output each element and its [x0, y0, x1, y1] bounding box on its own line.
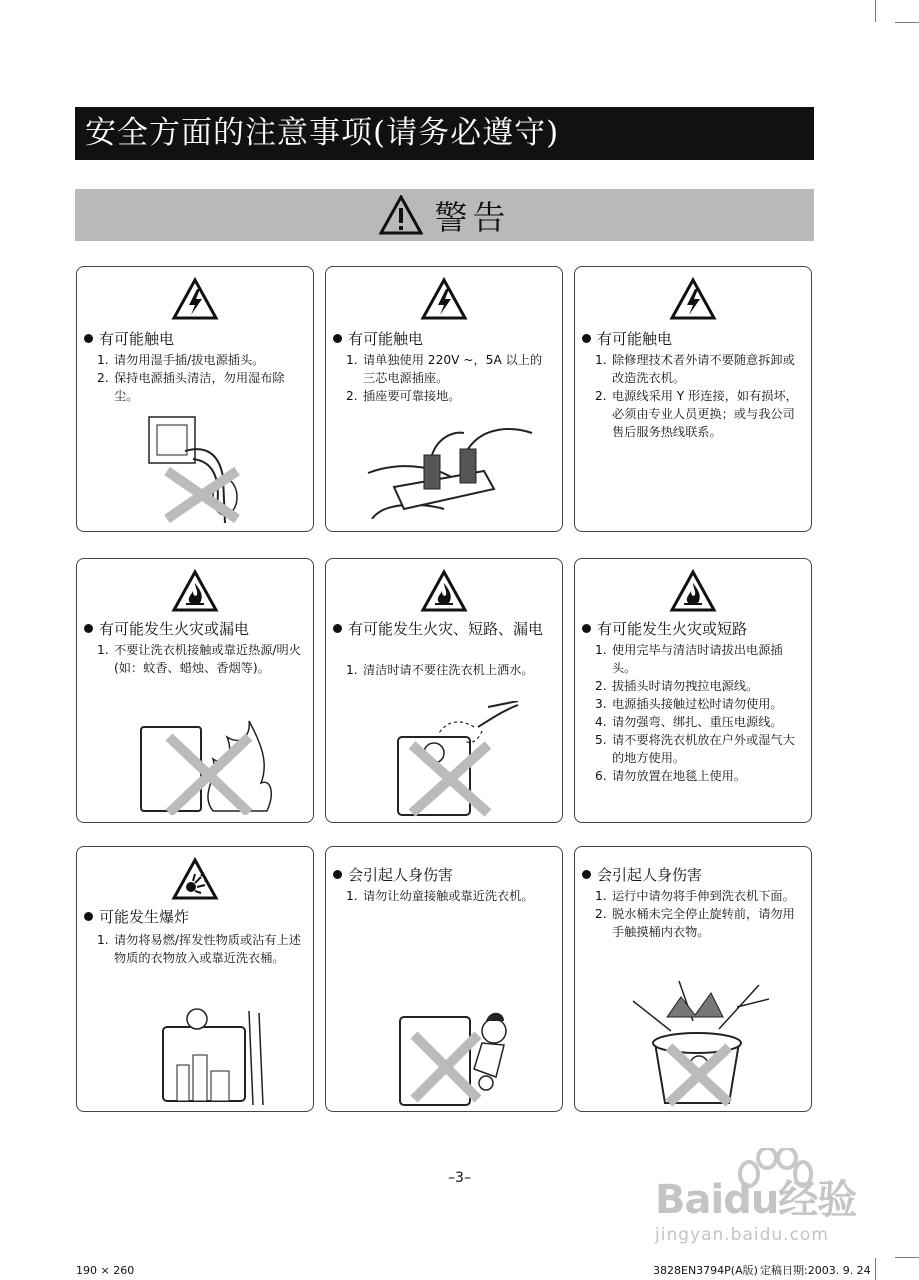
list-item: 1. 清洁时请不要往洗衣机上洒水。 — [346, 663, 534, 677]
finalized-date: 定稿日期:2003. 9. 24 — [760, 1264, 871, 1277]
safety-card-injury-1 — [325, 846, 563, 1112]
baidu-watermark — [655, 1150, 856, 1245]
watermark-brand: Baidu经验 — [655, 1177, 857, 1223]
warning-triangle-icon — [379, 195, 423, 235]
paper-size: 190 × 260 — [76, 1264, 135, 1277]
crop-mark — [875, 1258, 876, 1280]
list-item: 1. 请勿用湿手插/拔电源插头。 — [97, 353, 265, 367]
list-item: 2. 电源线采用 Y 形连接，如有损坏，必须由专业人员更换；或与我公司售后服务热线联系。 — [595, 389, 798, 439]
card-heading: 有可能发生火灾或漏电 — [82, 619, 308, 639]
list-item: 1. 请勿将易燃/挥发性物质或沾有上述物质的衣物放入或靠近洗衣桶。 — [97, 933, 301, 965]
card-heading: 会引起人身伤害 — [580, 865, 806, 885]
flammable-bottles-illustration — [133, 993, 273, 1105]
list-item: 1. 运行中请勿将手伸到洗衣机下面。 — [595, 889, 795, 903]
crop-mark — [895, 22, 919, 23]
page-number: –3– — [448, 1170, 471, 1186]
list-item: 2. 插座要可靠接地。 — [346, 389, 461, 403]
list-item: 1. 除修理技术者外请不要随意拆卸或改造洗衣机。 — [595, 353, 795, 385]
heat-source-illustration — [129, 703, 279, 815]
electric-shock-icon — [669, 277, 717, 321]
list-item: 1. 请单独使用 220V ~，5A 以上的三芯电源插座。 — [346, 353, 543, 385]
spinning-tub-illustration — [619, 977, 779, 1107]
electric-shock-icon — [171, 277, 219, 321]
safety-card-fire-1 — [76, 558, 314, 823]
list-item: 1. 不要让洗衣机接触或靠近热源/明火 (如：蚊香、蜡烛、香烟等)。 — [97, 643, 301, 675]
wet-hand-plug-illustration — [133, 415, 263, 523]
card-heading: 有可能触电 — [331, 329, 557, 349]
watermark-url: jingyan.baidu.com — [655, 1225, 829, 1245]
safety-card-shock-2 — [325, 266, 563, 532]
safety-card-explosion — [76, 846, 314, 1112]
power-strip-illustration — [364, 419, 534, 519]
card-heading: 有可能触电 — [82, 329, 308, 349]
safety-card-fire-3 — [574, 558, 812, 823]
warning-banner — [75, 189, 814, 241]
list-item: 3. 电源插头接触过松时请勿使用。 — [595, 697, 783, 711]
card-heading: 有可能发生火灾、短路、漏电 — [331, 619, 557, 639]
card-heading: 可能发生爆炸 — [82, 907, 308, 927]
child-near-washer-illustration — [386, 987, 526, 1107]
safety-card-shock-1 — [76, 266, 314, 532]
card-heading: 有可能发生火灾或短路 — [580, 619, 806, 639]
safety-card-shock-3 — [574, 266, 812, 532]
crop-mark — [875, 0, 876, 22]
list-item: 4. 请勿强弯、绑扎、重压电源线。 — [595, 715, 783, 729]
fire-hazard-icon — [171, 569, 219, 613]
list-item: 1. 使用完毕与清洁时请拔出电源插头。 — [595, 643, 783, 675]
list-item: 6. 请勿放置在地毯上使用。 — [595, 769, 747, 783]
warning-label: 警告 — [434, 197, 511, 237]
document-code: 3828EN3794P(A版) — [653, 1264, 758, 1277]
card-heading: 会引起人身伤害 — [331, 865, 557, 885]
list-item: 2. 拔插头时请勿拽拉电源线。 — [595, 679, 759, 693]
card-heading: 有可能触电 — [580, 329, 806, 349]
water-spray-illustration — [378, 701, 528, 819]
list-item: 2. 脱水桶未完全停止旋转前，请勿用手触摸桶内衣物。 — [595, 907, 795, 939]
list-item: 1. 请勿让幼童接触或靠近洗衣机。 — [346, 889, 534, 903]
safety-card-fire-2 — [325, 558, 563, 823]
electric-shock-icon — [420, 277, 468, 321]
fire-hazard-icon — [420, 569, 468, 613]
explosion-hazard-icon — [171, 857, 219, 901]
crop-mark — [895, 1257, 919, 1258]
safety-card-injury-2 — [574, 846, 812, 1112]
page-title: 安全方面的注意事项(请务必遵守) — [75, 107, 814, 160]
list-item: 5. 请不要将洗衣机放在户外或湿气大的地方使用。 — [595, 733, 795, 765]
list-item: 2. 保持电源插头清洁，勿用湿布除尘。 — [97, 371, 285, 403]
fire-hazard-icon — [669, 569, 717, 613]
